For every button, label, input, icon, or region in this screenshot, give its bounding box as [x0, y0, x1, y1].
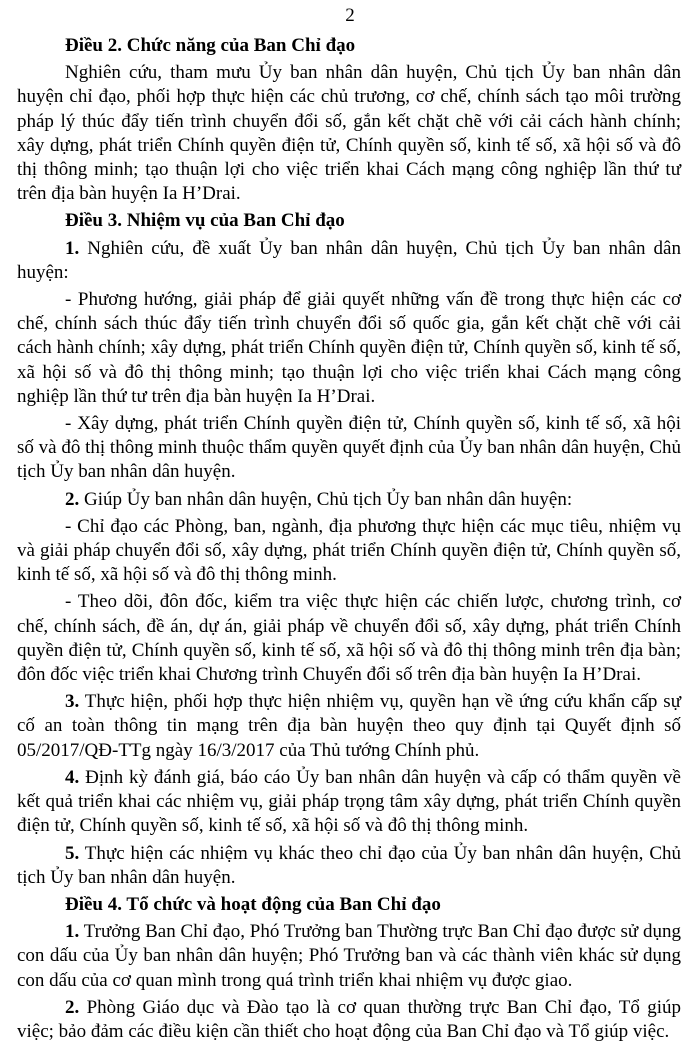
- article-2-body: Nghiên cứu, tham mưu Ủy ban nhân dân huyện, Chủ tịch Ủy ban nhân dân huyện chỉ đạo, phối hợp thực hiện các chủ trương, cơ chế, chính sách tạo môi trường pháp lý thúc đẩy tiến trình chuyển đổi số, gắn kết chặt chẽ với cải cách hành chính; xây dựng, phát triển Chính quyền điện tử, Chính quyền số, kinh tế số, xã hội số và đô thị thông minh; tạo thuận lợi cho việc triển khai Cách mạng công nghiệp lần thứ tư trên địa bàn huyện Ia H’Drai.: [17, 62, 681, 205]
- item-text: Trưởng Ban Chỉ đạo, Phó Trưởng ban Thường trực Ban Chỉ đạo được sử dụng con dấu của Ủy ban nhân dân huyện; Phó Trưởng ban và các thành viên khác sử dụng con dấu của cơ quan mình trong quá trình triển khai nhiệm vụ được giao.: [17, 921, 681, 991]
- document-body: [17, 34, 681, 1047]
- item-text: Giúp Ủy ban nhân dân huyện, Chủ tịch Ủy ban nhân dân huyện:: [79, 488, 573, 510]
- article-3-item-4: [17, 766, 681, 839]
- article-3-heading: Điều 3. Nhiệm vụ của Ban Chỉ đạo: [65, 210, 345, 232]
- article-2-heading: Điều 2. Chức năng của Ban Chỉ đạo: [65, 35, 356, 56]
- article-3-item-2-sub-1: - Chỉ đạo các Phòng, ban, ngành, địa phương thực hiện các mục tiêu, nhiệm vụ và giải pháp chuyển đổi số, xây dựng, phát triển Chính quyền điện tử, Chính quyền số, kinh tế số, xã hội số và đô thị thông minh.: [17, 515, 681, 586]
- item-text: Nghiên cứu, đề xuất Ủy ban nhân dân huyện, Chủ tịch Ủy ban nhân dân huyện:: [17, 237, 681, 283]
- article-3-item-5: [17, 842, 681, 890]
- item-number: 4.: [65, 766, 80, 788]
- item-number: 3.: [65, 691, 80, 713]
- item-number: 1.: [65, 921, 80, 943]
- article-3-item-3: [17, 690, 681, 763]
- article-3-item-2-sub-2: - Theo dõi, đôn đốc, kiểm tra việc thực hiện các chiến lược, chương trình, cơ chế, chính sách, đề án, dự án, giải pháp về chuyển đổi số, xây dựng, phát triển Chính quyền điện tử, Chính quyền số, kinh tế số, xã hội số và đô thị thông minh trên địa bàn; đôn đốc việc triển khai Chương trình Chuyển đổi số trên địa bàn huyện Ia H’Drai.: [17, 591, 681, 686]
- article-3-item-1-sub-2: - Xây dựng, phát triển Chính quyền điện tử, Chính quyền số, kinh tế số, xã hội số và đô thị thông minh thuộc thẩm quyền quyết định của Ủy ban nhân dân huyện, Chủ tịch Ủy ban nhân dân huyện.: [17, 413, 681, 483]
- item-number: 5.: [65, 842, 80, 864]
- item-number: 2.: [65, 996, 80, 1018]
- item-number: 2.: [65, 488, 80, 510]
- article-3-item-2: [17, 488, 681, 512]
- item-text: Thực hiện các nhiệm vụ khác theo chỉ đạo của Ủy ban nhân dân huyện, Chủ tịch Ủy ban nhân dân huyện.: [17, 842, 681, 888]
- article-3-item-1-sub-1: - Phương hướng, giải pháp để giải quyết những vấn đề trong thực hiện các cơ chế, chính sách thúc đẩy tiến trình chuyển đổi số quốc gia, gắn kết chặt chẽ với cải cách hành chính; xây dựng, phát triển Chính quyền điện tử, Chính quyền số, kinh tế số, xã hội số và đô thị thông minh; tạo thuận lợi cho việc triển khai Cách mạng công nghiệp lần thứ tư trên địa bàn huyện Ia H’Drai.: [17, 289, 681, 407]
- article-4-item-1: [17, 920, 681, 993]
- item-text: Thực hiện, phối hợp thực hiện nhiệm vụ, quyền hạn về ứng cứu khẩn cấp sự cố an toàn thông tin mạng trên địa bàn huyện theo quy định tại Quyết định số 05/2017/QĐ-TTg ngày 16/3/2017 của Thủ tướng Chính phủ.: [17, 691, 681, 761]
- article-4-heading: Điều 4. Tổ chức và hoạt động của Ban Chỉ đạo: [65, 893, 441, 915]
- item-text: Phòng Giáo dục và Đào tạo là cơ quan thường trực Ban Chỉ đạo, Tổ giúp việc; bảo đảm các điều kiện cần thiết cho hoạt động của Ban Chỉ đạo và Tổ giúp việc.: [17, 996, 681, 1042]
- item-number: 1.: [65, 237, 80, 259]
- article-4-item-2: [17, 996, 681, 1044]
- article-3-item-1: [17, 237, 681, 285]
- item-text: Định kỳ đánh giá, báo cáo Ủy ban nhân dân huyện và cấp có thẩm quyền về kết quả triển khai các nhiệm vụ, giải pháp trọng tâm xây dựng, phát triển Chính quyền điện tử, Chính quyền số, kinh tế số, xã hội số và đô thị thông minh.: [17, 766, 681, 837]
- page-number: 2: [345, 5, 355, 26]
